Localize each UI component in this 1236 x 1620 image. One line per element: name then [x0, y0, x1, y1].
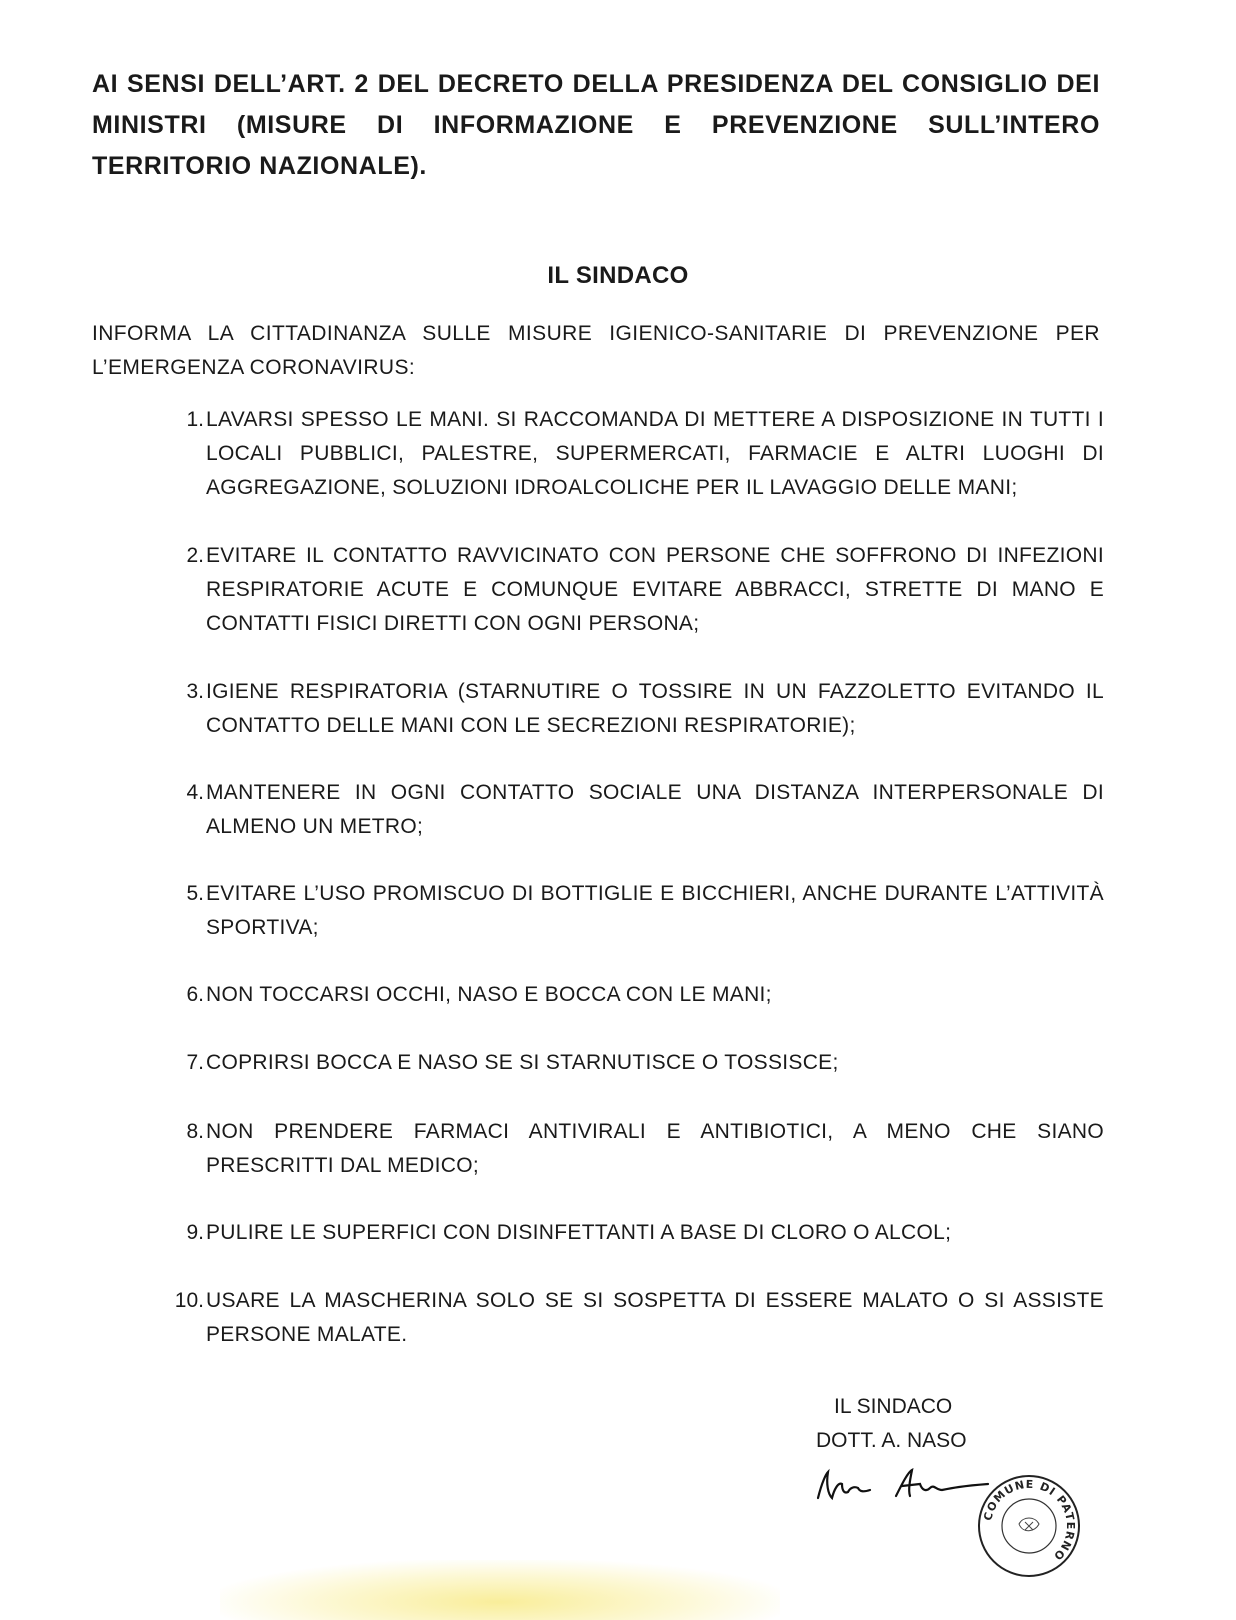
list-item-text: USARE LA MASCHERINA SOLO SE SI SOSPETTA DI ESSERE MALATO O SI ASSISTE PERSONE MALATE. [206, 1289, 1104, 1346]
list-item-text: IGIENE RESPIRATORIA (STARNUTIRE O TOSSIRE IN UN FAZZOLETTO EVITANDO IL CONTATTO DELLE MANI CON LE SECREZIONI RESPIRATORIE); [206, 680, 1104, 737]
list-item-number: 5. [186, 882, 204, 905]
list-item [160, 675, 1104, 743]
list-item-number: 2. [186, 544, 204, 567]
list-item [160, 877, 1104, 945]
document-title: IL SINDACO [547, 262, 689, 289]
svg-text:COMUNE DI PATERNO: COMUNE DI PATERNO [981, 1477, 1078, 1564]
list-item-text: EVITARE IL CONTATTO RAVVICINATO CON PERSONE CHE SOFFRONO DI INFEZIONI RESPIRATORIE ACUTE E COMUNQUE EVITARE ABBRACCI, STRETTE DI MANO E CONTATTI FISICI DIRETTI CON OGNI PERSONA; [206, 544, 1104, 635]
list-item [160, 1216, 1104, 1250]
list-item [160, 978, 1104, 1012]
signature-block [800, 1390, 1020, 1458]
list-item-number: 9. [186, 1221, 204, 1244]
list-item-number: 3. [186, 680, 204, 703]
list-item [160, 1115, 1104, 1183]
document-heading: AI SENSI DELL’ART. 2 DEL DECRETO DELLA PRESIDENZA DEL CONSIGLIO DEI MINISTRI (MISURE DI INFORMAZIONE E PREVENZIONE SULL’INTERO TERRITORIO NAZIONALE). [92, 70, 1100, 180]
yellow-stain [220, 1560, 780, 1620]
list-item [160, 1284, 1104, 1352]
list-item [160, 1046, 1104, 1080]
list-item-text: PULIRE LE SUPERFICI CON DISINFETTANTI A BASE DI CLORO O ALCOL; [206, 1221, 952, 1244]
signature-role: IL SINDACO [834, 1395, 953, 1418]
intro-paragraph: INFORMA LA CITTADINANZA SULLE MISURE IGIENICO-SANITARIE DI PREVENZIONE PER L’EMERGENZA CORONAVIRUS: [92, 322, 1100, 379]
list-item [160, 539, 1104, 641]
list-item-number: 10. [174, 1289, 204, 1312]
official-stamp [975, 1472, 1083, 1580]
list-item-number: 7. [186, 1051, 204, 1074]
list-item-number: 6. [186, 983, 204, 1006]
list-item-text: EVITARE L’USO PROMISCUO DI BOTTIGLIE E BICCHIERI, ANCHE DURANTE L’ATTIVITÀ SPORTIVA; [206, 882, 1104, 939]
handwritten-signature [812, 1462, 992, 1512]
list-item-text: NON PRENDERE FARMACI ANTIVIRALI E ANTIBIOTICI, A MENO CHE SIANO PRESCRITTI DAL MEDICO; [206, 1120, 1104, 1177]
list-item-number: 4. [186, 781, 204, 804]
list-item-text: LAVARSI SPESSO LE MANI. SI RACCOMANDA DI METTERE A DISPOSIZIONE IN TUTTI I LOCALI PUBBLICI, PALESTRE, SUPERMERCATI, FARMACIE E ALTRI LUOGHI DI AGGREGAZIONE, SOLUZIONI IDROALCOLICHE PER IL LAVAGGIO DELLE MANI; [206, 408, 1104, 499]
list-item-number: 8. [186, 1120, 204, 1143]
list-item-number: 1. [186, 408, 204, 431]
signature-name: DOTT. A. NASO [816, 1429, 967, 1452]
list-item-text: MANTENERE IN OGNI CONTATTO SOCIALE UNA DISTANZA INTERPERSONALE DI ALMENO UN METRO; [206, 781, 1104, 838]
list-item [160, 403, 1104, 505]
list-item [160, 776, 1104, 844]
list-item-text: COPRIRSI BOCCA E NASO SE SI STARNUTISCE O TOSSISCE; [206, 1051, 839, 1074]
list-item-text: NON TOCCARSI OCCHI, NASO E BOCCA CON LE MANI; [206, 983, 772, 1006]
